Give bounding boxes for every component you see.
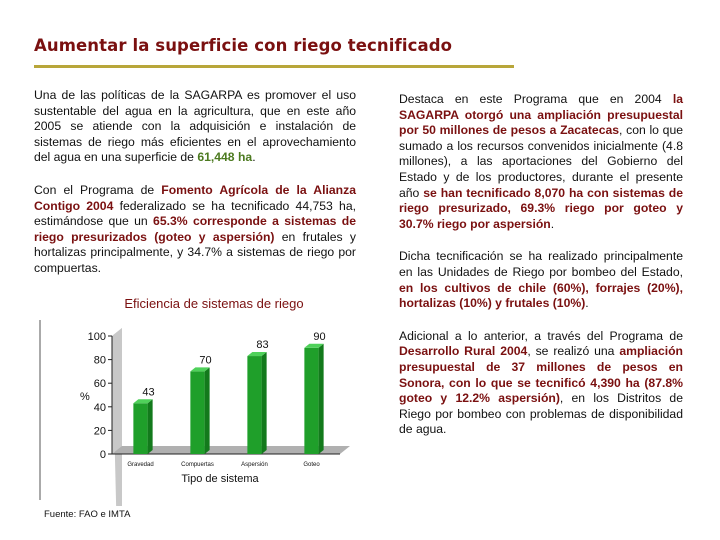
title-underline <box>34 65 514 68</box>
right-paragraph-2 <box>399 249 683 311</box>
highlighted-text: Desarrollo Rural 2004 <box>399 344 528 359</box>
bar-value-label: 83 <box>256 339 269 352</box>
category-label: Compuertas <box>181 462 214 468</box>
bar <box>190 371 204 454</box>
right-column <box>399 92 683 438</box>
body-text: , se realizó una <box>527 344 620 359</box>
bar-value-label: 43 <box>142 386 155 399</box>
highlighted-text: 61,448 ha <box>197 150 253 165</box>
efficiency-chart <box>0 300 360 506</box>
left-column <box>34 88 356 277</box>
highlighted-text: Fomento Agrícola de la Alianza Contigo 2004 <box>34 182 356 213</box>
bar-value-label: 90 <box>313 330 326 343</box>
y-tick-label: 0 <box>99 449 106 461</box>
left-paragraph-2 <box>34 183 356 277</box>
bar-value-label: 70 <box>199 354 212 367</box>
body-text: federalizado se ha tecnificado 44,753 ha, estimándose que un <box>34 198 356 229</box>
category-label: Aspersión <box>241 462 268 468</box>
category-label: Gravedad <box>127 462 154 468</box>
source-note: Fuente: FAO e IMTA <box>44 509 131 520</box>
bar <box>247 356 261 454</box>
right-paragraph-1 <box>399 92 683 232</box>
highlighted-text: en los cultivos de chile (60%), forrajes (20%), hortalizas (10%) y frutales (10%) <box>399 280 683 311</box>
y-tick-label: 20 <box>93 425 106 438</box>
body-text: Con el Programa de <box>34 182 162 197</box>
y-tick-label: 80 <box>93 354 106 367</box>
body-text: Adicional a lo anterior, a través del Programa de <box>399 328 683 343</box>
category-label: Goteo <box>303 462 320 468</box>
body-text: Destaca en este Programa que en 2004 <box>399 92 673 106</box>
highlighted-text: se han tecnificado 8,070 ha con sistemas de riego presurizado, 69.3% riego por goteo y 30.7% riego por aspersión <box>399 185 683 231</box>
y-tick-label: 60 <box>93 378 106 391</box>
highlighted-text: ampliación presupuestal de 37 millones de pesos en Sonora, con lo que se tecnificó 4,390 ha (87.8% goteo y 12.2% aspersión) <box>399 344 683 406</box>
body-text: , con lo que sumado a los recursos convenidos inicialmente (4.8 millones), a las aportaciones del Gobierno del Estado y de los productores, durante el presente año <box>399 123 683 200</box>
y-tick-label: 40 <box>93 401 106 414</box>
body-text: . <box>550 216 555 231</box>
body-text: . <box>252 150 256 165</box>
bar <box>304 348 318 454</box>
bar-side <box>148 399 153 454</box>
right-paragraph-3 <box>399 329 683 438</box>
bar-side <box>205 367 210 454</box>
chart-title: Eficiencia de sistemas de riego <box>124 296 304 311</box>
page-title: Aumentar la superficie con riego tecnificado <box>34 36 453 55</box>
bar <box>133 403 147 454</box>
x-axis-label: Tipo de sistema <box>181 473 259 485</box>
body-text: . <box>585 296 589 311</box>
body-text: en frutales y hortalizas principalmente, y 34.7% a sistemas de riego por compuertas. <box>34 229 356 275</box>
bar-side <box>262 352 267 454</box>
left-paragraph-1 <box>34 88 356 166</box>
highlighted-text: la SAGARPA otorgó una ampliación presupuestal por 50 millones de pesos a Zacatecas <box>399 92 683 138</box>
y-tick-label: 100 <box>87 331 106 343</box>
body-text: Una de las políticas de la SAGARPA es promover el uso sustentable del agua en la agricultura, que en este año 2005 se atiende con la adquisición e instalación de sistemas de riego más eficientes en el aprovechamiento del agua en una superficie de <box>34 88 356 165</box>
highlighted-text: 65.3% corresponde a sistemas de riego presurizados (goteo y aspersión) <box>34 214 356 244</box>
plot-side-wall <box>112 328 122 454</box>
body-text: Dicha tecnificación se ha realizado principalmente en las Unidades de Riego por bombeo del Estado, <box>399 249 683 279</box>
bar-side <box>319 344 324 454</box>
y-axis-label: % <box>80 391 90 403</box>
body-text: , en los Distritos de Riego por bombeo con problemas de disponibilidad de agua. <box>399 391 683 437</box>
